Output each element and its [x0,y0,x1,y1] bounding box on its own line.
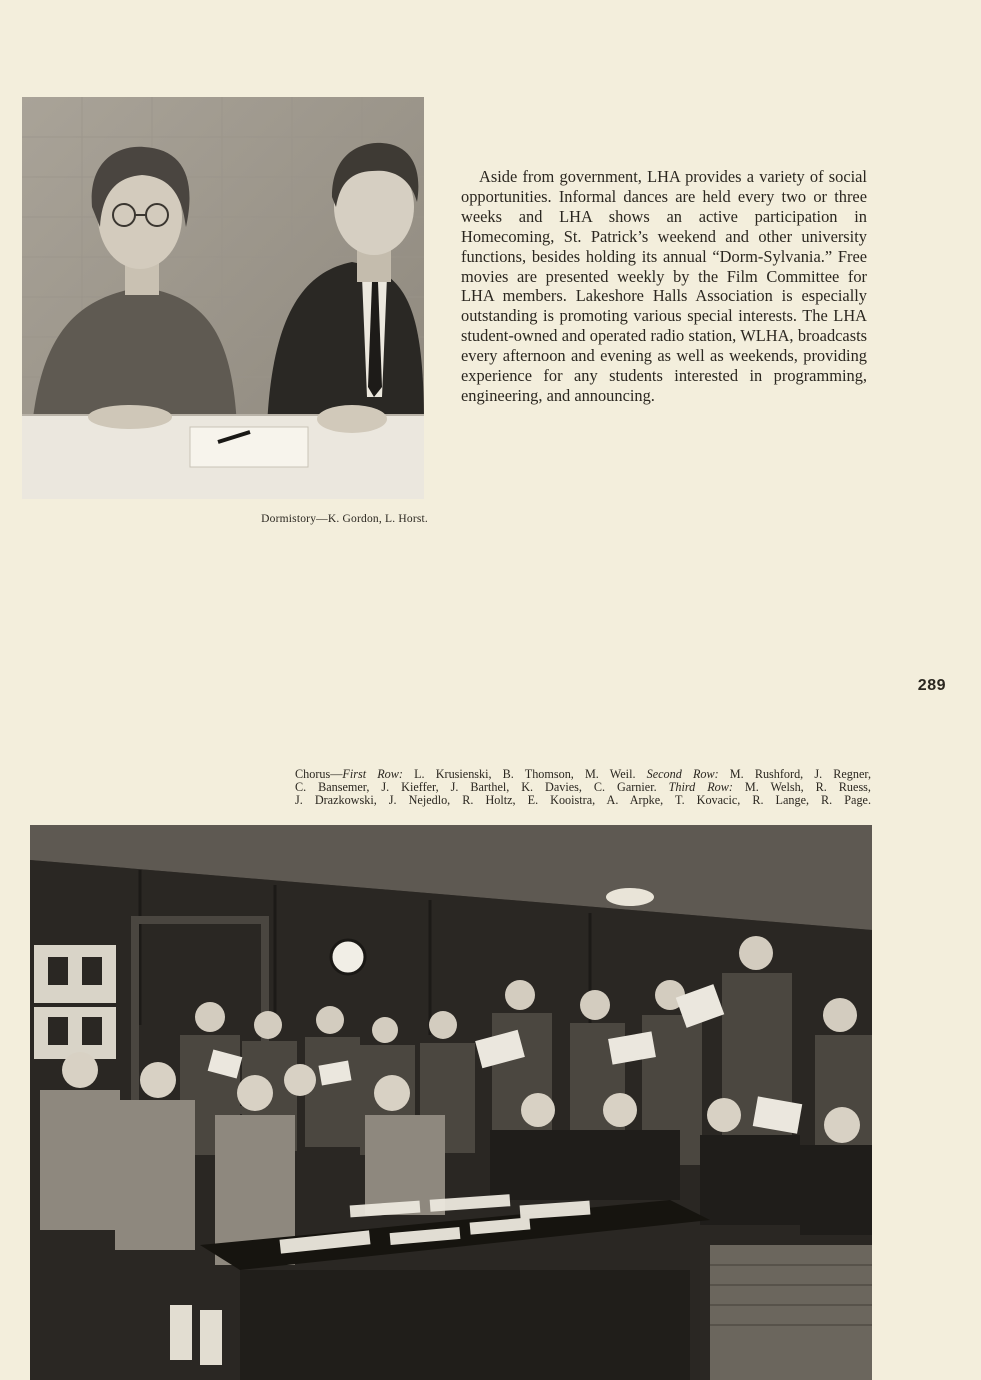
dormitory-officers-photo [22,97,424,499]
third-row-names-a: M. Welsh, R. Ruess, [732,780,871,794]
chorus-caption-line-3 [295,794,871,807]
first-row-names: L. Krusienski, B. Thomson, M. Weil. [402,767,647,781]
chorus-group-label: Chorus— [295,767,343,781]
chorus-caption [295,768,871,807]
article-paragraph: Aside from government, LHA provides a variety of social opportunities. Informal dances are held every two or three weeks and LHA shows an active participation in Homecoming, St. Patrick’s weekend and other university functions, besides holding its annual “Dorm-Sylvania.” Free movies are presented weekly by the Film Committee for LHA members. Lakeshore Halls Association is especially outstanding is promoting various special interests. The LHA student-owned and operated radio station, WLHA, broadcasts every afternoon and evening as well as weekends, providing experience for any students interested in programming, engineering, and announcing. [461,167,867,405]
first-row-label: First Row: [342,767,403,781]
third-row-names-b: J. Drazkowski, J. Nejedlo, R. Holtz, E. Kooistra, A. Arpke, T. Kovacic, R. Lange, R. Page. [295,793,871,807]
page-number: 289 [917,677,946,694]
third-row-label: Third Row: [668,780,733,794]
second-row-names-b: C. Bansemer, J. Kieffer, J. Barthel, K. Davies, C. Garnier. [295,780,669,794]
second-row-label: Second Row: [646,767,719,781]
top-photo-caption: Dormistory—K. Gordon, L. Horst. [261,513,428,525]
second-row-names-a: M. Rushford, J. Regner, [718,767,872,781]
chorus-photo [30,825,872,1380]
